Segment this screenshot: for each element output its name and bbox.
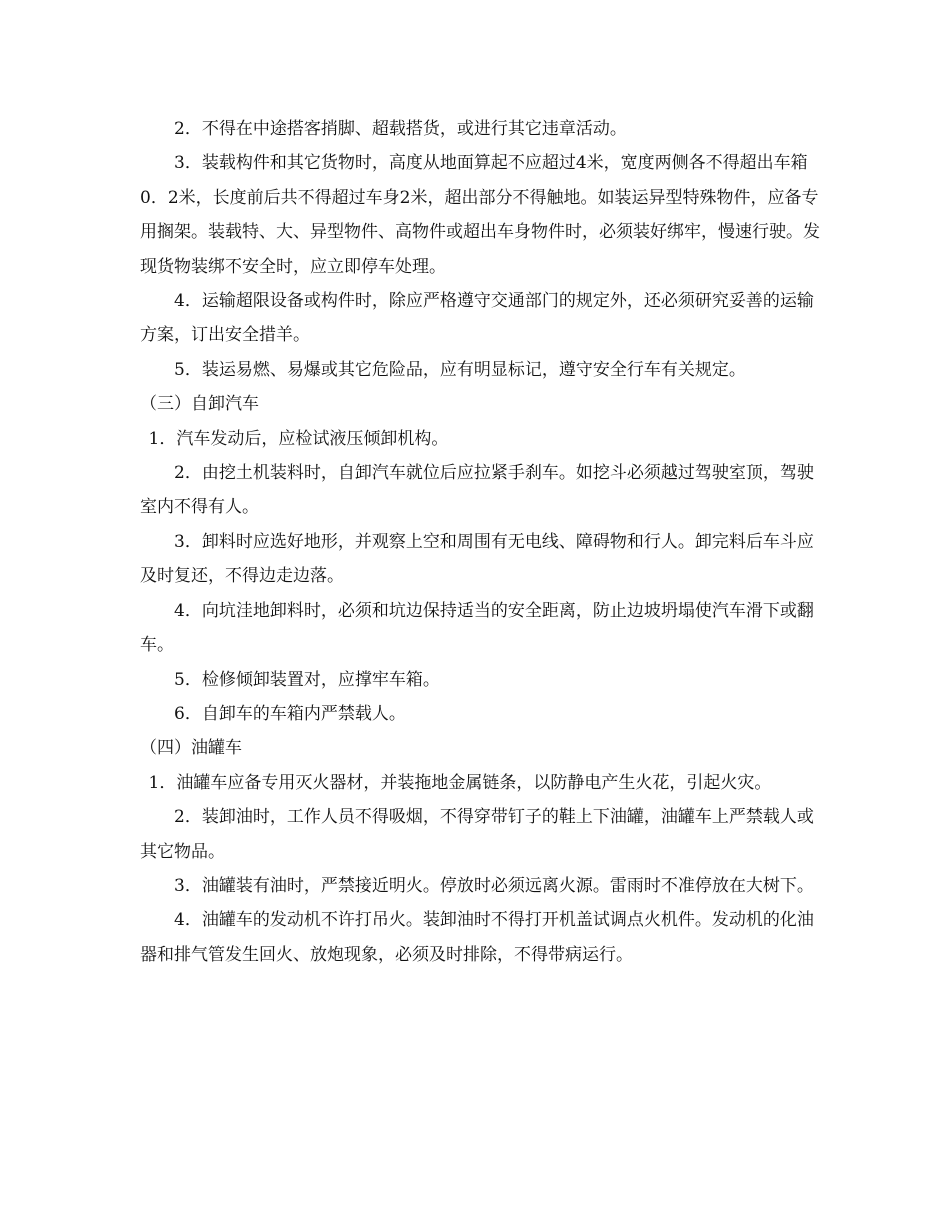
- paragraph-item-4: 4．油罐车的发动机不许打吊火。装卸油时不得打开机盖试调点火机件。发动机的化油器和排气管发生回火、放炮现象，必须及时排除，不得带病运行。: [140, 910, 814, 965]
- paragraph-item-2: 2．装卸油时，工作人员不得吸烟，不得穿带钉子的鞋上下油罐，油罐车上严禁载人或其它物品。: [140, 807, 814, 862]
- paragraph-item-4: 4．向坑洼地卸料时，必须和坑边保持适当的安全距离，防止边坡坍塌使汽车滑下或翻车。: [140, 600, 814, 656]
- section-heading-tank-truck: （四）油罐车: [140, 738, 242, 759]
- paragraph-item-4: 4．运输超限设备或构件时，除应严格遵守交通部门的规定外，还必须研究妥善的运输方案，订出安全措羊。: [140, 291, 814, 346]
- paragraph-item-3: 3．卸料时应选好地形，并观察上空和周围有无电线、障碍物和行人。卸完料后车斗应及时复还，不得边走边落。: [140, 531, 814, 587]
- paragraph-item-1: 1．汽车发动后，应检试液压倾卸机构。: [148, 428, 449, 449]
- section-heading-dump-truck: （三）自卸汽车: [140, 394, 259, 415]
- paragraph-item-1: 1．油罐车应备专用灭火器材，并装拖地金属链条，以防静电产生火花，引起火灾。: [148, 772, 772, 793]
- paragraph-item-5: 5．装运易燃、易爆或其它危险品，应有明显标记，遵守安全行车有关规定。: [174, 359, 746, 380]
- paragraph-item-2: 2．不得在中途搭客捎脚、超载搭货，或进行其它违章活动。: [174, 119, 627, 139]
- paragraph-item-2: 2．由挖土机装料时，自卸汽车就位后应拉紧手刹车。如挖斗必须越过驾驶室顶，驾驶室内不得有人。: [140, 463, 814, 518]
- paragraph-item-6: 6．自卸车的车箱内严禁载人。: [174, 703, 406, 724]
- paragraph-item-3: 3．装载构件和其它货物时，高度从地面算起不应超过4米，宽度两侧各不得超出车箱0．2米，长度前后共不得超过车身2米，超出部分不得触地。如装运异型特殊物件，应备专用搁架。装载特、大、异型物件、高物件或超出车身物件时，必须装好绑牢，慢速行驶。发现货物装绑不安全时，应立即停车处理。: [140, 153, 820, 277]
- paragraph-item-5: 5．检修倾卸装置对，应撑牢车箱。: [174, 669, 440, 690]
- document-body: [140, 112, 830, 972]
- paragraph-item-3: 3．油罐装有油时，严禁接近明火。停放时必须远离火源。雷雨时不准停放在大树下。: [174, 875, 814, 896]
